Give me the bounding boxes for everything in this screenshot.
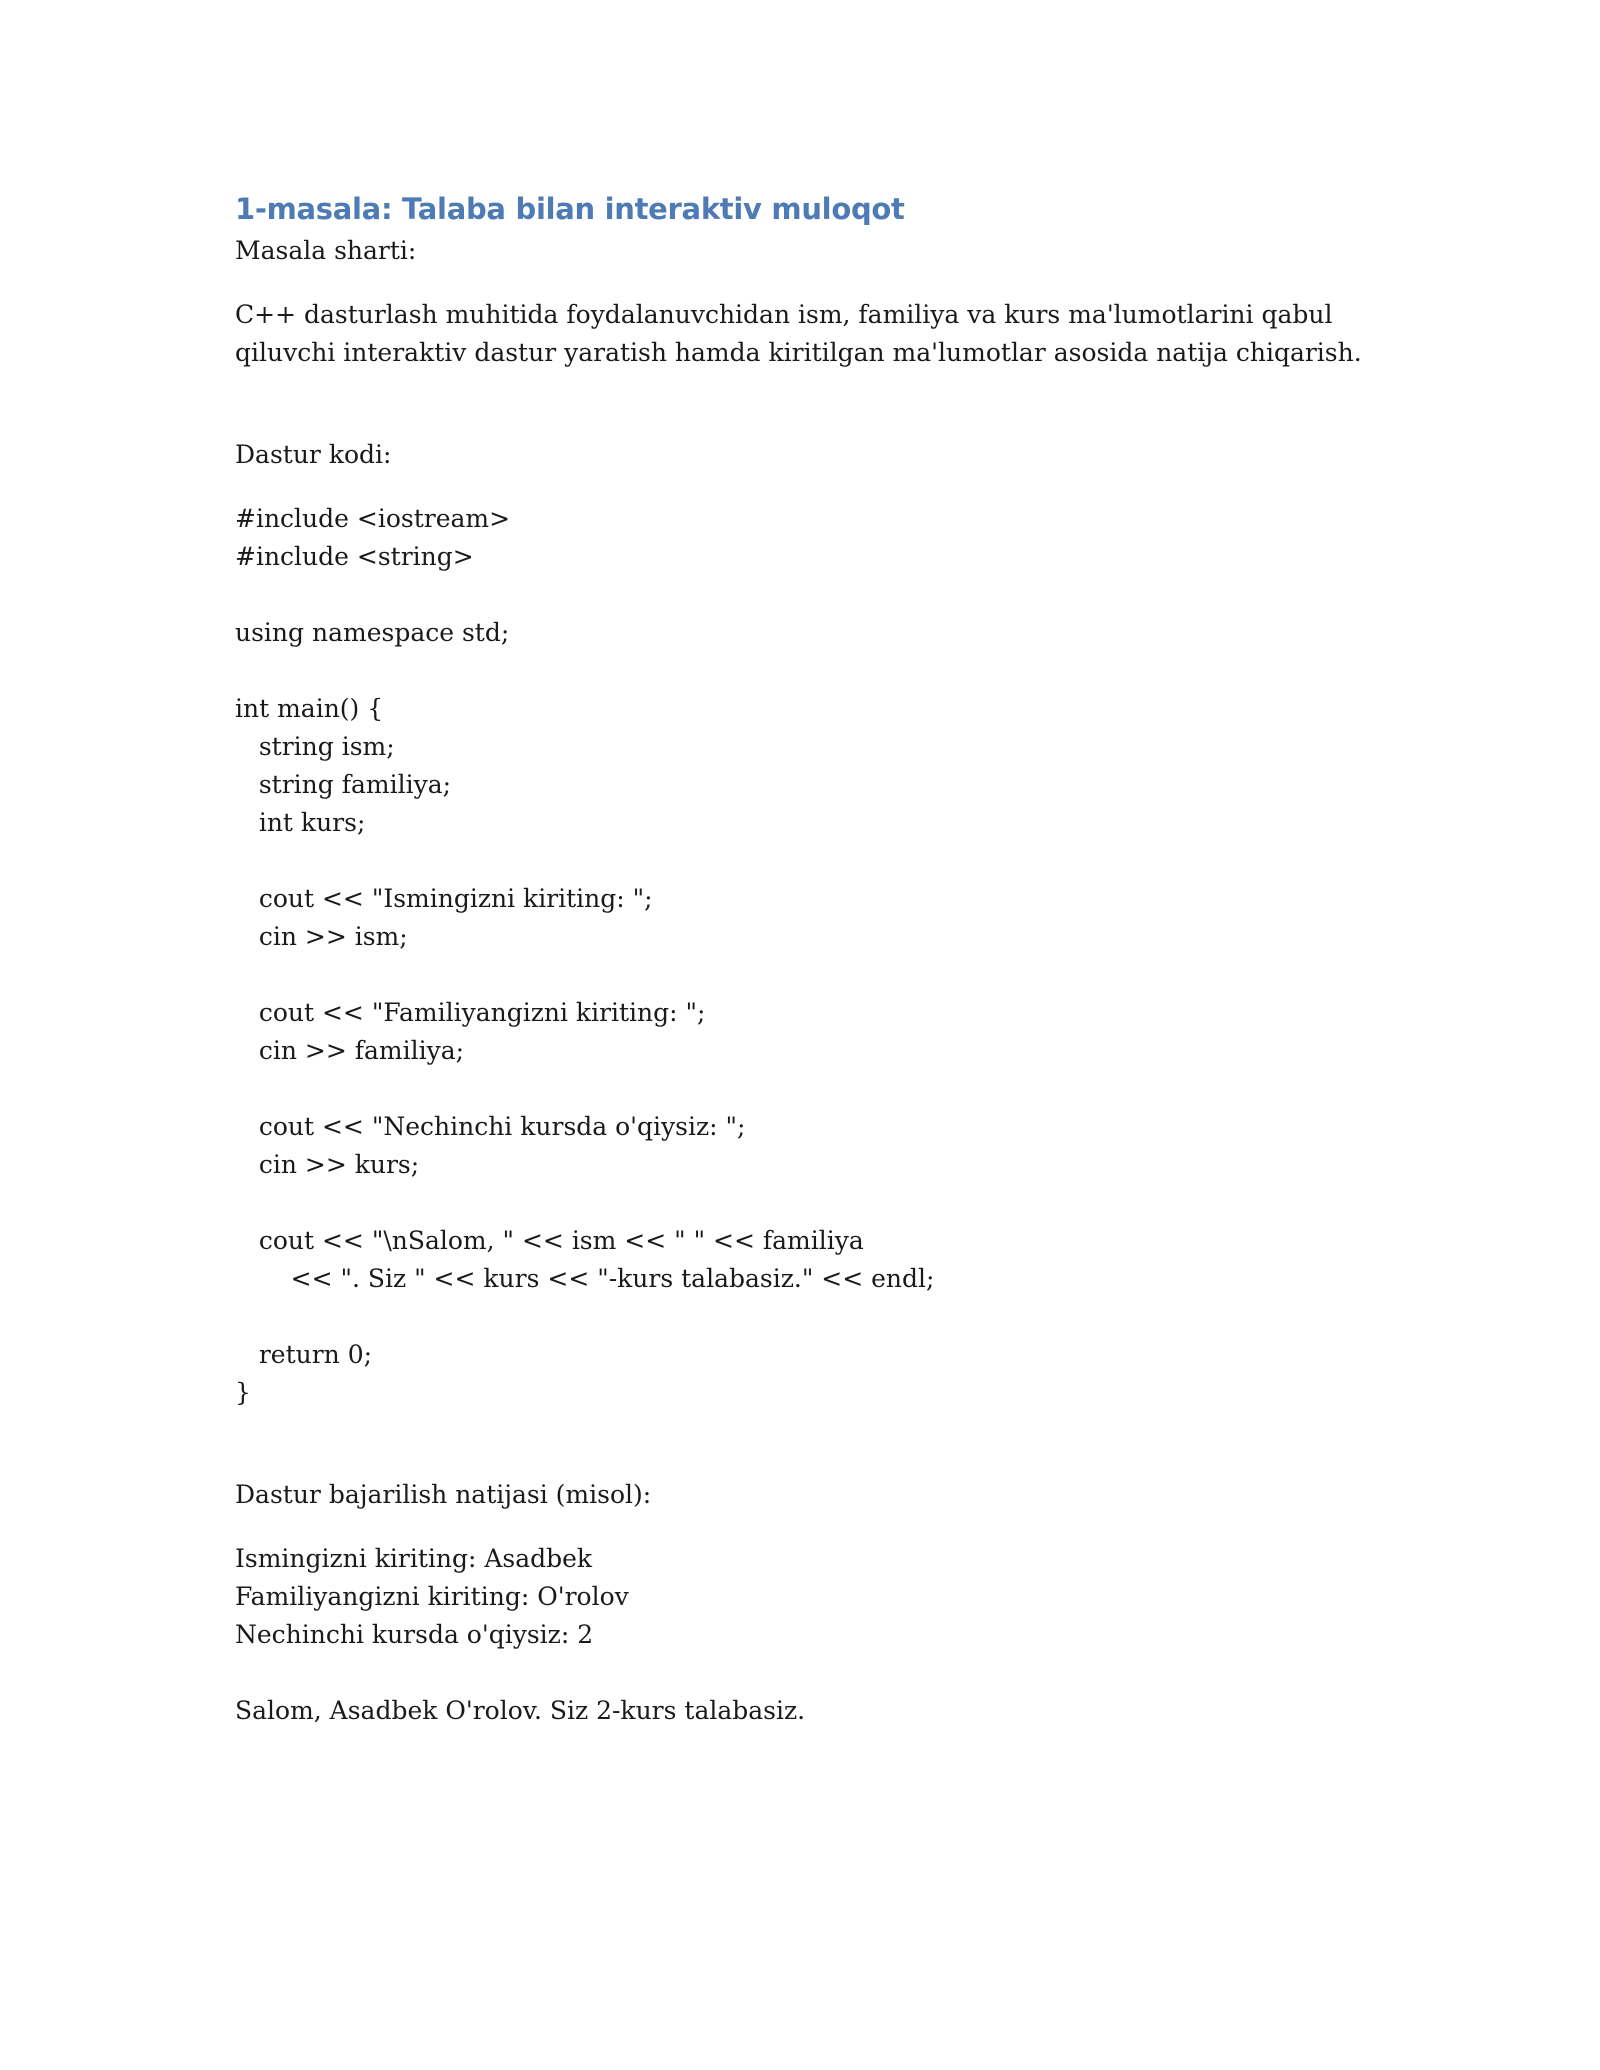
condition-text: C++ dasturlash muhitida foydalanuvchidan ism, familiya va kurs ma'lumotlarini qabul qiluvchi interaktiv dastur yaratish hamda kiritilgan ma'lumotlar asosida natija chiqarish. (235, 300, 1362, 367)
code-line: cout << "\nSalom, " << ism << " " << familiya (235, 1226, 864, 1255)
code-line: int kurs; (235, 808, 366, 837)
condition-label: Masala sharti: (235, 236, 417, 265)
result-block (235, 1540, 1385, 1730)
result-line: Familiyangizni kiriting: O'rolov (235, 1582, 629, 1611)
code-line: #include <iostream> (235, 504, 511, 533)
code-line: string ism; (235, 732, 395, 761)
document-content (235, 186, 1385, 1730)
code-line: string familiya; (235, 770, 452, 799)
code-line: cout << "Familiyangizni kiriting: "; (235, 998, 706, 1027)
code-line: cin >> ism; (235, 922, 408, 951)
code-line: cout << "Ismingizni kiriting: "; (235, 884, 653, 913)
code-line: cin >> familiya; (235, 1036, 465, 1065)
result-line: Salom, Asadbek O'rolov. Siz 2-kurs talabasiz. (235, 1696, 806, 1725)
code-label: Dastur kodi: (235, 440, 392, 469)
code-block (235, 500, 1385, 1412)
code-line: cout << "Nechinchi kursda o'qiysiz: "; (235, 1112, 746, 1141)
task-heading: 1-masala: Talaba bilan interaktiv muloqot (235, 192, 905, 226)
code-line: } (235, 1378, 251, 1407)
code-line: #include <string> (235, 542, 474, 571)
code-line: << ". Siz " << kurs << "-kurs talabasiz." << endl; (235, 1264, 935, 1293)
result-line: Ismingizni kiriting: Asadbek (235, 1544, 593, 1573)
code-line: using namespace std; (235, 618, 510, 647)
result-line: Nechinchi kursda o'qiysiz: 2 (235, 1620, 594, 1649)
code-line: int main() { (235, 694, 384, 723)
code-line: cin >> kurs; (235, 1150, 420, 1179)
result-label: Dastur bajarilish natijasi (misol): (235, 1480, 652, 1509)
code-line: return 0; (235, 1340, 373, 1369)
